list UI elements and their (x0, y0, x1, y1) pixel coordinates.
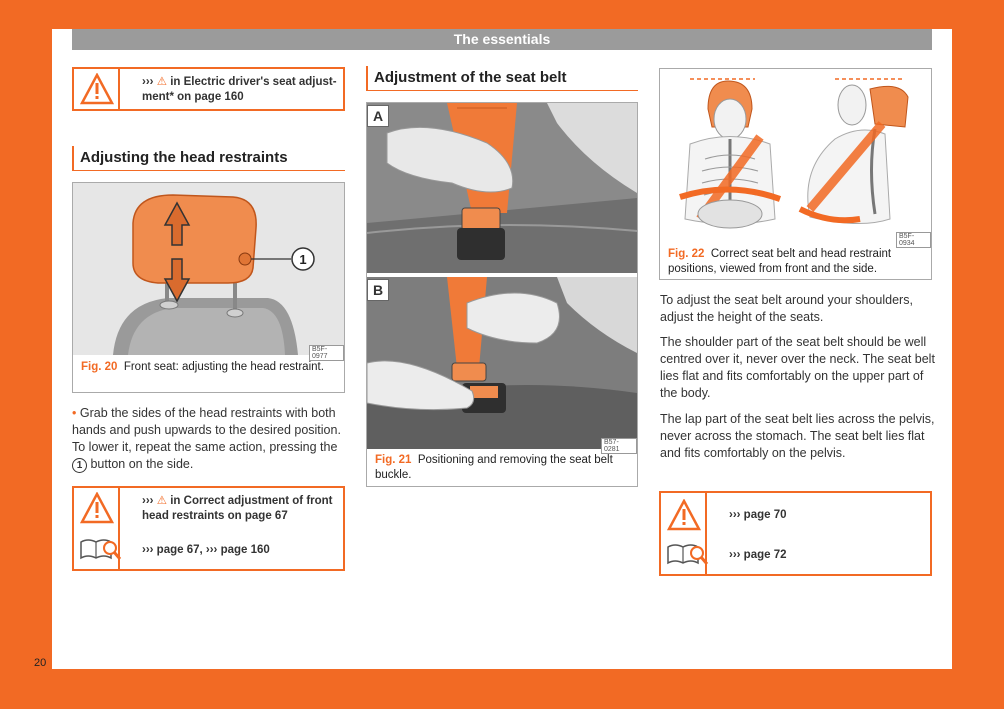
book-ref-page-72[interactable]: ››› page 72 (729, 549, 787, 561)
figure-caption-text: Correct seat belt and head restraint positions, viewed from front and the side. (668, 248, 892, 275)
divider (705, 493, 707, 574)
callout-1: 1 (299, 252, 307, 267)
figure-label: Fig. 20 (81, 361, 118, 373)
warning-triangle-icon (667, 499, 701, 531)
bullet: • (72, 406, 77, 420)
belt-position-illustration (660, 69, 931, 242)
page-number: 20 (34, 657, 47, 669)
head-restraint-instruction (72, 405, 347, 473)
book-ref-pages[interactable]: ››› page 67, ››› page 160 (142, 544, 270, 556)
warning-box-electric-seat (72, 67, 345, 111)
warning-ref-head-restraints[interactable] (142, 494, 337, 524)
paragraph-3: The lap part of the seat belt lies across the pelvis, never across the stomach. The seat belt lies flat and fits comfortably on the pelvis. (660, 412, 935, 460)
figure-code: B5F-0934 (896, 232, 931, 248)
figure-20-caption (81, 360, 336, 375)
seat-belt-buckle-illustration (367, 103, 637, 449)
warning-triangle-icon (80, 73, 114, 105)
figure-caption-text: Positioning and removing the seat belt buckle. (375, 454, 613, 481)
figure-21 (366, 102, 638, 487)
warning-ref-text: in Electric driver's seat adjustment* on page 160 (142, 76, 337, 103)
reference-box-seat-belt (659, 491, 932, 576)
panel-b-label: B (367, 279, 389, 301)
head-restraint-illustration (73, 183, 344, 355)
paragraph-1: To adjust the seat belt around your shoulders, adjust the height of the seats. (660, 293, 913, 324)
section-title-head-restraints: Adjusting the head restraints (72, 146, 345, 171)
figure-code: B5F-0977 (309, 345, 344, 361)
ref-arrows: ››› (142, 76, 154, 88)
book-magnifier-icon (78, 536, 122, 562)
warning-triangle-icon (80, 492, 114, 524)
figure-22 (659, 68, 932, 280)
inline-warning-icon: ⚠ (156, 76, 168, 88)
warning-ref-text: in Correct adjustment of front head restraints on page 67 (142, 495, 333, 522)
figure-20 (72, 182, 345, 393)
figure-label: Fig. 21 (375, 454, 412, 466)
figure-21-caption (375, 453, 630, 483)
page-header: The essentials (72, 29, 932, 50)
section-title-seat-belt: Adjustment of the seat belt (366, 66, 638, 91)
instruction-text-end: button on the side. (90, 457, 194, 471)
book-magnifier-icon (665, 541, 709, 567)
figure-label: Fig. 22 (668, 248, 705, 260)
figure-code: B57-0281 (601, 438, 637, 454)
instruction-text: Grab the sides of the head restraints with both hands and push upwards to the desired position. To lower it, repeat the same action, pressing the (72, 406, 341, 454)
figure-22-caption (668, 247, 923, 277)
button-1-symbol: 1 (72, 458, 87, 473)
divider (118, 488, 120, 569)
inline-warning-icon: ⚠ (156, 495, 168, 507)
reference-box-head-restraints (72, 486, 345, 571)
ref-arrows: ››› (142, 495, 154, 507)
paragraph-2: The shoulder part of the seat belt should be well centred over it, never over the neck. The seat belt lies flat and fits comfortably on the upper part of the body. (660, 335, 935, 400)
warning-ref-electric-seat[interactable] (142, 75, 337, 105)
figure-caption-text: Front seat: adjusting the head restraint. (123, 361, 324, 373)
divider (118, 69, 120, 109)
warning-ref-page-70[interactable]: ››› page 70 (729, 509, 787, 521)
panel-a-label: A (367, 105, 389, 127)
